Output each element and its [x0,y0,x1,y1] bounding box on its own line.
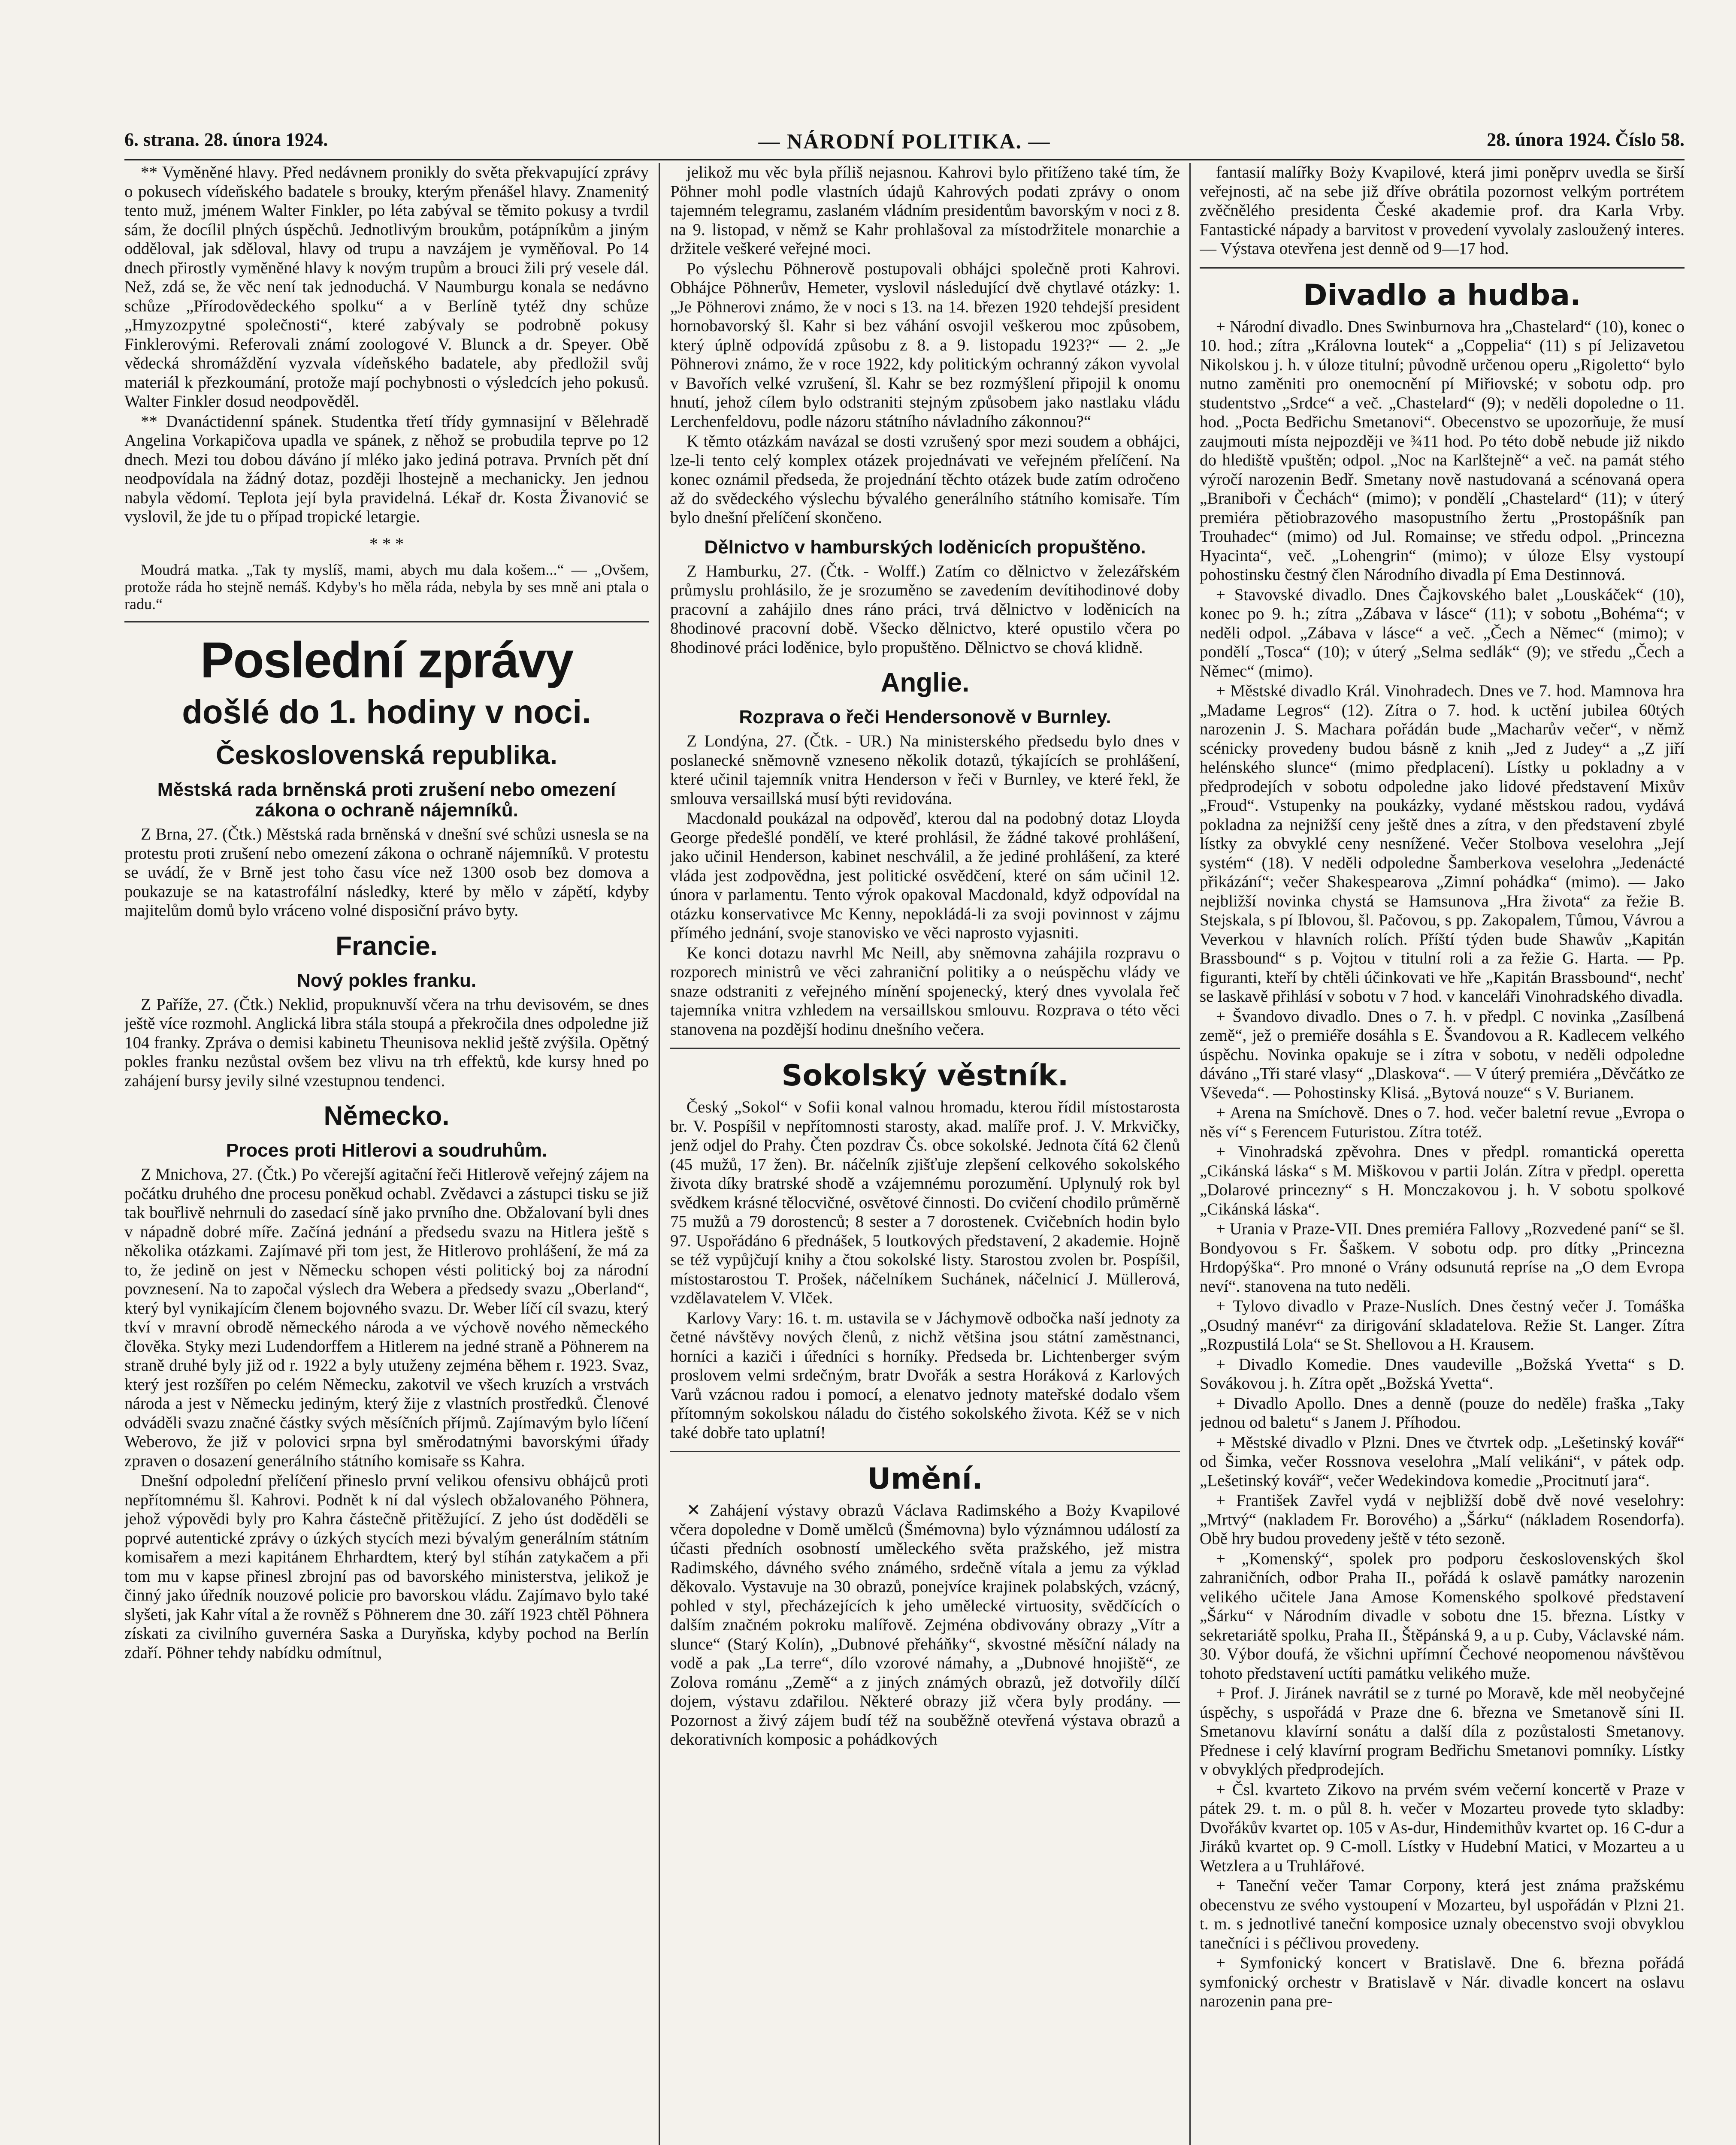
separator-stars: * * * [369,534,404,553]
country-heading-cz: Československá republika. [215,740,558,770]
item-komensky: + „Komenský“, spolek pro podporu československých škol zahraničních, odbor Praha II., pořádá k oslavě památky narozenin velikého učitele Jana Amose Komenského spolkové představení „Šárku“ v Národním divadle v sobotu dne 15. března. Lístky v sekretariátě spolku, Praha II., Štěpánská 9, a u p. Cuby, Václavské nám. 30. Výbor doufá, že všichni upřímní Čechové neopomenou návštěvou tohoto představení uctíti památku velikého muže. [1200,1549,1685,1683]
column-divider [1189,163,1191,2145]
article-henderson-1: Z Londýna, 27. (Čtk. - UR.) Na ministerského předsedu bylo dnes v poslanecké sněmovně vzneseno několik dotazů, týkajících se prohlášení, které učinil tajemník vnitra Henderson v řeči v Burnley, ve které řekl, že smlouva versaillská musí býti revidována. [670,732,1180,808]
subheading-hamburk: Dělnictvo v hamburských loděnicích propuštěno. [704,536,1146,558]
item-corpony: + Taneční večer Tamar Corpony, která jest známa pražskému obecenstvu ze svého vystoupení v Mozarteu, byl uspořádán v Plzni 21. t. m. s jednotlivé taneční komposice uznaly obecenstvo svoji obvyklou tanečníci i s péčlivou provedeny. [1200,1876,1685,1952]
country-heading-de: Německo. [324,1101,450,1131]
item-apollo: + Divadlo Apollo. Dnes a denně (pouze do neděle) fraška „Taky jednou od baletu“ s Janem J. Příhodou. [1200,1394,1685,1432]
section-subtitle: došlé do 1. hodiny v noci. [182,693,591,731]
item-arena: + Arena na Smíchově. Dnes o 7. hod. večer baletní revue „Evropa o něs ví“ s Ferencem Futuristou. Zítra totéž. [1200,1103,1685,1141]
column-1 [124,163,649,2145]
item-urania: + Urania v Praze-VII. Dnes premiéra Fallovy „Rozvedené paní“ se šl. Bondyovou s Fr. Šaškem. V sobotu odp. pro dítky „Princezna Hrdopýška“. Pro mnoné o Vrány odsunutá repríse na „O dem Evropa neví“. stanovena na tuto neděli. [1200,1220,1685,1296]
item-zikovo: + Čsl. kvarteto Zikovo na prvém svém večerní koncertě v Praze v pátek 29. t. m. o půl 8. h. večer v Mozarteu provede tyto skladby: Dvořákův kvartet op. 105 v As-dur, Hindemithův kvartet op. 16 C-dur a Jiráků kvartet op. 9 C-moll. Lístky v Hudební Matici, v Mozarteu a u Wetzlera a u Truhlářové. [1200,1780,1685,1875]
article-vystava-cont: fantasií malířky Boży Kvapilové, která jimi poněprv uvedla se širší veřejnosti, ač na sebe již dříve obrátila pozornost velkým portrétem zvěčnělého presidenta České akademie prof. dra Karla Vrby. Fantastické nápady a barvitost v provedení vyvolaly zasloužený interes. — Výstava otevřena jest denně od 9—17 hod. [1200,163,1685,258]
article-vystava: ✕ Zahájení výstavy obrazů Václava Radimského a Boży Kvapilové včera dopoledne v Domě umělců (Šmémovna) bylo význámnou událostí za účasti předních osobností uměleckého světa pražského, jež mistra Radimského, dávného svého známého, srdečně vítala a jemu za výklad děkovalo. Vystavuje na 30 obrazů, ponejvíce krajinek polabských, vzácný, pohled v styl, přecházejících k jeho umělecké virtuosity, svědčících o dalším značném pokroku malířově. Zejména obdivovány obrazy „Vítr a slunce“ (Starý Kolín), „Dubnové přeháňky“, skvostné měsíční nálady na vodě a pak „La terre“, dílo vzorové námahy, a „Dubnové hnojiště“, ze Zolova románu „Země“ a z jiných známých obrazů, jež dotvořily dílčí dojem, výstavu zdařilou. Některé obrazy již včera byly prodány. — Pozornost a živý zájem budí též na souběžně otevřená výstava obrazů a dekorativních komposic a pohádkových [670,1501,1180,1749]
article-henderson-2: Macdonald poukázal na odpověď, kterou dal na podobný dotaz Lloyda George předešlé pondělí, ve které prohlásil, že žádné takové prohlášení, jako učinil Henderson, kabinet neschválil, a že jediné prohlášení, za které vláda jest zodpovědna, jest politické osvědčení, které on sám učinil 12. února v parlamentu. Tento výrok opakoval Macdonald, když odpovídal na otázku konservativce Mc Kenny, nepokládá-li za svoji povinnost v zájmu přímého jednání, svoje stanovisko ve věci naprosto vyjasniti. [670,809,1180,942]
item-narodni-divadlo: + Národní divadlo. Dnes Swinburnova hra „Chastelard“ (10), konec o 10. hod.; zítra „Královna loutek“ a „Coppelia“ (11) s pí Jelizavetou Nikolskou j. h. v úloze titulní; původně určenou operu „Rigoletto“ bylo nutno zaměniti pro onemocnění pí Miřiovské; v sobotu odp. pro studentstvo „Srdce“ a več. „Chastelard“ (9); v neděli dopoledne o 11. hod. „Pocta Bedřichu Smetanovi“. Obecenstvo se upozorňuje, že musí zaujmouti místa nejpozději ve ¾11 hod. Po této době nebude již nikdo do hlediště vpuštěn; odpol. „Noc na Karlštejně“ a več. na památ stého výročí narozenin Bedř. Smetany nově nastudovaná a scénovaná opera „Braniboři v Čechách“ (mimo); v pondělí „Chastelard“ (11); v úterý premiéra pětiobrazového masopustního žertu „Prostopášník pan Trouhadec“ (mimo) od Jul. Romainse; ve středu odpol. „Princezna Hyacinta“, več. „Lohengrin“ (mimo); v úloze Elsy vystoupí pohostinsku čestný člen Národního divadla pí Ema Destinnová. [1200,317,1685,584]
header-issue: 28. února 1924. Číslo 58. [1487,129,1685,150]
article-sokol-sofie: Český „Sokol“ v Sofii konal valnou hromadu, kterou řídil místostarosta br. V. Pospíšil v nepřítomnosti starosty, akad. malíře prof. J. V. Mrkvičky, jenž odjel do Prahy. Čten pozdrav Čs. obce sokolské. Jednota čítá 62 členů (45 mužů, 17 žen). Br. náčelník zjišťuje zlepšení celkového sokolského života díky bratrské shodě a vzájemnému porozumění. Uplynulý rok byl svědkem krásné tělocvičné, osvětové činnosti. Do cvičení chodilo průměrně 75 mužů a 79 dorostenců; 8 sester a 7 dorostenek. Cvičebních hodin bylo 97. Uspořádáno 6 přednášek, 5 loutkových představení, 2 akademie. Hojně se též vypůjčují knihy a čtou sokolské listy. Starostou zvolen br. Pospíšil, místostarostou T. Prošek, náčelníkem Suchánek, náčelnicí J. Müllerová, vzdělavatelem V. Vlček. [670,1098,1180,1307]
article-hitler-1: Z Mnichova, 27. (Čtk.) Po včerejší agitační řeči Hitlerově veřejný zájem na počátku druhého dne procesu poněkud ochabl. Zvědavci a zástupci tisku se již tak bouřlivě nehrnuli do zasedací síně jako prvního dne. Obžalovaní byli dnes v nápadně dobré míře. Začíná jednání a předsedu svazu na Hitlera ještě s několika otázkami. Zajímavé při tom jest, že Hitlerovo prohlášení, že má za to, že jedině on jest v Německu schopen vésti politický boj za národní povznesení. Na to započal výslech dra Webera a předsedy svazu „Oberland“, který byl vynikajícím členem bojovného svazu. Dr. Weber líčí cíl svazu, který tkví v mravní obrodě německého národa a ve výchově nového německého člověka. Styky mezi Ludendorffem a Hitlerem na jedné straně a Pöhnerem na straně druhé byly již od r. 1922 a byly utuženy zejména během r. 1923. Svaz, který jest rozšířen po celém Německu, zakotvil ve všech kruzích a vrstvách národa a jest v Německu jediným, který žije z vlastních prostředků. Členové odváděli svazu značné částky svých měsíčních příjmů. Zajímavým bylo líčení Weberovo, že již v polovici srpna byl směrodatnými bavorskými úřady zpraven o dosazení generálního státního komisaře ss Kahra. [124,1165,649,1470]
item-bratislava: + Symfonický koncert v Bratislavě. Dne 6. března pořádá symfonický orchestr v Bratislavě v Nár. divadle koncert na oslavu narozenin pana pre- [1200,1954,1685,2010]
item-stavovske-divadlo: + Stavovské divadlo. Dnes Čajkovského balet „Louskáček“ (10), konec po 9. h.; zítra „Zábava v lásce“ (11); v sobotu „Bohéma“; v neděli odpol. „Zábava v lásce“ a več. „Čech a Němec“ (mimo); v pondělí „Tosca“ (10); v úterý „Selma sedlák“ (9); ve středu „Čech a Němec“ (mimo). [1200,585,1685,680]
subheading-henderson: Rozprava o řeči Hendersonově v Burnley. [739,707,1111,728]
country-heading-en: Anglie. [880,668,970,698]
section-heading-divadlo: Divadlo a hudba. [1303,278,1581,312]
article-hitler-cont-2: Po výslechu Pöhnerově postupovali obhájci společně proti Kahrovi. Obhájce Pöhnerův, Hemeter, vyslovil následující dvě chytlavé otázky: 1. „Je Pöhnerovi známo, že v noci s 13. na 14. březen 1920 tehdejší president hornobavorský šl. Kahr si bez váhání osvojil veškerou moc způsobem, který úplně odpovídá způsobu z 8. a 9. listopadu 1923?“ — 2. „Je Pöhnerovi známo, že v roce 1922, kdy politickým ochranný zákon vyvolal v Bavořích velké vzrušení, šl. Kahr se bez rozmýšlení připojil k onomu hnutí, jehož cílem bylo odstraniti stejným způsobem jako nastlaku vládu Lerchenfeldovu, podle názoru státního návladního zákonnou?“ [670,259,1180,431]
divider [1200,267,1685,269]
article-brno: Z Brna, 27. (Čtk.) Městská rada brněnská v dnešní své schůzi usnesla se na protestu proti zrušení nebo omezení zákona o ochraně nájemníků. V protestu se uvádí, že v Brně jest toho času více než 1300 osob bez domova a poukazuje se na katastrofální následky, které by mělo v zápětí, kdyby majitelům domů bylo vráceno volné disposiční právo byty. [124,825,649,920]
item-plzen: + Městské divadlo v Plzni. Dnes ve čtvrtek odp. „Lešetinský kovář“ od Šimka, večer Rossnova veselohra „Malí velikáni“, v pátek odp. „Lešetinský kovář“, večer Wedekindova komedie „Procitnutí jara“. [1200,1433,1685,1490]
header-page-date: 6. strana. 28. února 1924. [124,129,328,150]
article-hamburk: Z Hamburku, 27. (Čtk. - Wolff.) Zatím co dělnictvo v železářském průmyslu prohlásilo, že je srozuměno se zavedením devítihodinové doby pracovní a zahájilo dnes ráno práci, trvá dělnictvo v loděnicích na 8hodinové pracovní době. Všecko dělnictvo, které opustilo včera po 8hodinové práci loděnice, bylo propuštěno. Dělnictvo se chová klidně. [670,562,1180,657]
article-hitler-2: Dnešní odpolední přelíčení přineslo první velikou ofensivu obhájců proti nepřítomnému šl. Kahrovi. Podnět k ní dal výslech obžalovaného Pöhnera, jehož výpovědi byly pro Kahra částečně přitěžující. Z jeho úst doděděli se poprvé autentické zprávy o úzkých stycích mezi bývalým generálním státním komisařem a mezi kapitánem Ehrhardtem, který byl stíhán zatykačem a při tom mu v kapse přinesl zbrojní pas od bavorského ministerstva, jelikož je činný jako úředník nouzové policie pro bavorskou vládu. Zajímavo bylo také slyšeti, jak Kahr vítal a že rovněž s Pöhnerem dne 30. září 1923 chtěl Pöhnera získati za civilního guvernéra Saska a Duryňska, kdyby pochod na Berlín zdaří. Pöhner tehdy nabídku odmítnul, [124,1471,649,1662]
item-jiranek: + Prof. J. Jiránek navrátil se z turné po Moravě, kde měl neobyčejné úspěchy, s uspořádá v Praze dne 6. března ve Smetanově síni II. Smetanovu klavírní sonátu a další díla z pozůstalosti Smetanovy. Přednese i celý klavírní program Bedřichu Smetanovi pomníky. Lístky v obvyklých předprodejích. [1200,1684,1685,1779]
item-komedie: + Divadlo Komedie. Dnes vaudeville „Božská Yvetta“ s D. Sovákovou j. h. Zítra opět „Božská Yvetta“. [1200,1355,1685,1393]
article-hitler-cont-3: K těmto otázkám navázal se dosti vzrušený spor mezi soudem a obhájci, lze-li tento celý komplex otázek projednávati ve veřejném přelíčení. Na konec oznámil předseda, že projednání těchto otázek bude zatím odročeno až do svědeckého výslechu bývalého generálního státního komisaře. Tím bylo dnešní přelíčení skončeno. [670,432,1180,527]
item-zpevohra: + Vinohradská zpěvohra. Dnes v předpl. romantická operetta „Cikánská láska“ s M. Miškovou v partii Jolán. Zítra v předpl. operetta „Dolarové princezny“ s H. Monczakovou j. h. V sobotu spolkové „Cikánská láska“. [1200,1142,1685,1218]
divider [670,1048,1180,1049]
item-vinohrady: + Městské divadlo Král. Vinohradech. Dnes ve 7. hod. Mamnova hra „Madame Legros“ (12). Zítra o 7. hod. k uctění jubilea 60tých narozenin J. S. Machara pořádán bude „Macharův večer“, v němž scénicky provedeny budou básně z knih „Jed z Judey“ a „Z jiří helénského slunce“ (mimo předplacení). Lístky u pokladny a v předprodejích v sobotu odpoledne jako lidové představení Mixův „Froud“. Vstupenky na poukázky, vydané městskou radou, vydává pokladna za nejnižší ceny ještě dnes a zítra, v den představení zbylé lístky za obvyklé ceny nesnížené. Večer Stolbova veselohra „Její systém“ (18). V neděli odpoledne Šamberkova veselohra „Jedenácté přikázání“; večer Shakespearova „Zimní pohádka“ (mimo). — Jako nejbližší novinka chystá se Hamsunova „Hra života“ za řežie B. Stejskala, s pí Iblovou, šl. Pačovou, s pp. Zakopalem, Tůmou, Vávrou a Veverkou v hlavních rolích. Příští týden bude Shawův „Kapitán Brassbound“ s p. Vojtou v titulní roli a za řežie G. Harta. — Pp. figuranti, kteří by chtěli účinkovati ve hře „Kapitán Brassbound“, nechť se laskavě přihlásí v sobotu v 7 hod. v kanceláři Vinohradského divadla. [1200,682,1685,1006]
masthead: — NÁRODNÍ POLITIKA. — [758,129,1051,153]
country-heading-fr: Francie. [336,931,438,961]
column-divider [659,163,660,2145]
article-vymenene-hlavy: ** Vyměněné hlavy. Před nedávnem pronikly do světa překvapující zprávy o pokusech vídeňského badatele s brouky, kterým přenášel hlavy. Znamenitý tento muž, jménem Walter Finkler, po léta zabýval se těmito pokusy a tvrdil sám, že docílil plných úspěchů. Jednotlivým broukům, potápníkům a jiným odděloval, jak sděloval, hlavy od trupu a navzájem je vyměňoval. Po 14 dnech přirostly vyměněné hlavy k novým trupům a brouci žili prý vesele dál. Než, zdá se, že věc není tak jednoduchá. V Naumburgu konala se nedávno schůze „Přírodovědeckého spolku“ a v Berlíně tytéž dny schůze „Hmyzozpytné společnosti“, které zabývaly se podrobně pokusy Finklerovými. Referovali známí zoologové V. Blunck a dr. Speyer. Obě vědecká shromáždění vyzvala vídeňského badatele, aby předložil svůj materiál k přezkoumání, protože mají pochybnosti o výsledcích jeho pokusů. Walter Finkler dosud neodpověděl. [124,163,649,411]
section-heading-sokol: Sokolský věstník. [781,1059,1069,1093]
article-moudra-matka: Moudrá matka. „Tak ty myslíš, mami, abych mu dala košem...“ — „Ovšem, protože ráda ho stejně nemáš. Kdyby's ho měla ráda, nebyla by ses mně ani ptala o radu.“ [124,561,649,613]
item-tylovo: + Tylovo divadlo v Praze-Nuslích. Dnes čestný večer J. Tomáška „Osudný manévr“ za dirigování skladatelova. Režie St. Langer. Zítra „Rozpustilá Lola“ se St. Shellovou a H. Krausem. [1200,1297,1685,1353]
subheading-frank: Nový pokles franku. [296,970,477,991]
subheading-hitler: Proces proti Hitlerovi a soudruhům. [226,1140,547,1161]
item-svandovo: + Švandovo divadlo. Dnes o 7. h. v předpl. C novinka „Zasílbená země“, jež o premiéře dosáhla s E. Švandovou a R. Kadlecem velkého úspěchu. Novinka opakuje se i zítra v sobotu, v neděli odpoledne dáváno „Tři staré vlasy“ „Dlaskova“. — V úterý premiéra „Děvčátko ze Vševeda“. — Pohostinsky Klisá. „Bytová nouze“ s V. Burianem. [1200,1007,1685,1102]
header-rule [124,159,1685,160]
page-header [124,129,1685,159]
section-heading-umeni: Umění. [867,1462,983,1496]
article-dvanactidenni-spanek: ** Dvanáctidenní spánek. Studentka třetí třídy gymnasijní v Bělehradě Angelina Vorkapičova upadla ve spánek, z něhož se probudila teprve po 12 dnech. Mezi tou dobou dáváno jí mléko jako jediná potrava. Prvních pět dní neodpovídala na žádný dotaz, později lhostejně a mechanicky. Jen jednou nabyla vědomí. Teplota její byla pravidelná. Lékař dr. Kosta Živanović se vyslovil, že jde tu o případ tropické letargie. [124,412,649,526]
column-3 [1200,163,1685,2145]
article-henderson-3: Ke konci dotazu navrhl Mc Neill, aby sněmovna zahájila rozpravu o rozporech ministrů ve věci zahraniční politiky a o neúspěchu vlády ve snaze odstraniti z veřejného mínění spojenecký, který dnes vyvolala řeč tajemníka vnitra vzhledem na versaillskou smlouvu. Rozprava o této věci stanovena na pozdější hodinu dnešního večera. [670,943,1180,1039]
column-2 [670,163,1180,2145]
section-title-posledni-zpravy: Poslední zprávy [200,632,573,689]
article-sokol-kv: Karlovy Vary: 16. t. m. ustavila se v Jáchymově odbočka naší jednoty za četné návštěvy nových členů, z nichž většina jsou státní zaměstnanci, horníci a kaziči i úředníci s horníky. Předseda br. Lichtenberger svým proslovem velmi srdečným, bratr Dvořák a sestra Horáková z Karlových Varů vzácnou radou i pomocí, a elenatvo jednoty mateřské dodalo všem přítomným sokolskou náladu do čistého sokolského života. Kéž se v nich také dobře tato uplatní! [670,1308,1180,1442]
item-zavrel: + František Zavřel vydá v nejbližší době dvě nové veselohry: „Mrtvý“ (nakladem Fr. Borového) a „Šárku“ (nákladem Rosendorfa). Obě hry budou provedeny ještě v této sezoně. [1200,1491,1685,1548]
subheading-brno: Městská rada brněnská proti zrušení nebo omezení zákona o ochraně nájemníků. [157,779,616,821]
divider [670,1451,1180,1452]
article-frank: Z Paříže, 27. (Čtk.) Neklid, propuknuvší včera na trhu devisovém, se dnes ještě více rozmohl. Anglická libra stála stoupá a překročila dnes odpoledne již 104 franky. Zpráva o demisi kabinetu Theunisova neklid ještě zvýšila. Opětný pokles franku nezůstal ovšem bez vlivu na trh effektů, kde kursy hned po zahájení bursy jevily silné vzestupnou tendenci. [124,995,649,1090]
article-hitler-cont: jelikož mu věc byla příliš nejasnou. Kahrovi bylo přitíženo také tím, že Pöhner mohl podle vlastních údajů Kahrových podati zprávy o onom tajemném telegramu, zaslaném vládním presidentům bavorským v noci z 8. na 9. listopad, v němž se Kahr prohlašoval za místodržitele monarchie a držitele veškeré veřejné moci. [670,163,1180,258]
divider [124,621,649,622]
